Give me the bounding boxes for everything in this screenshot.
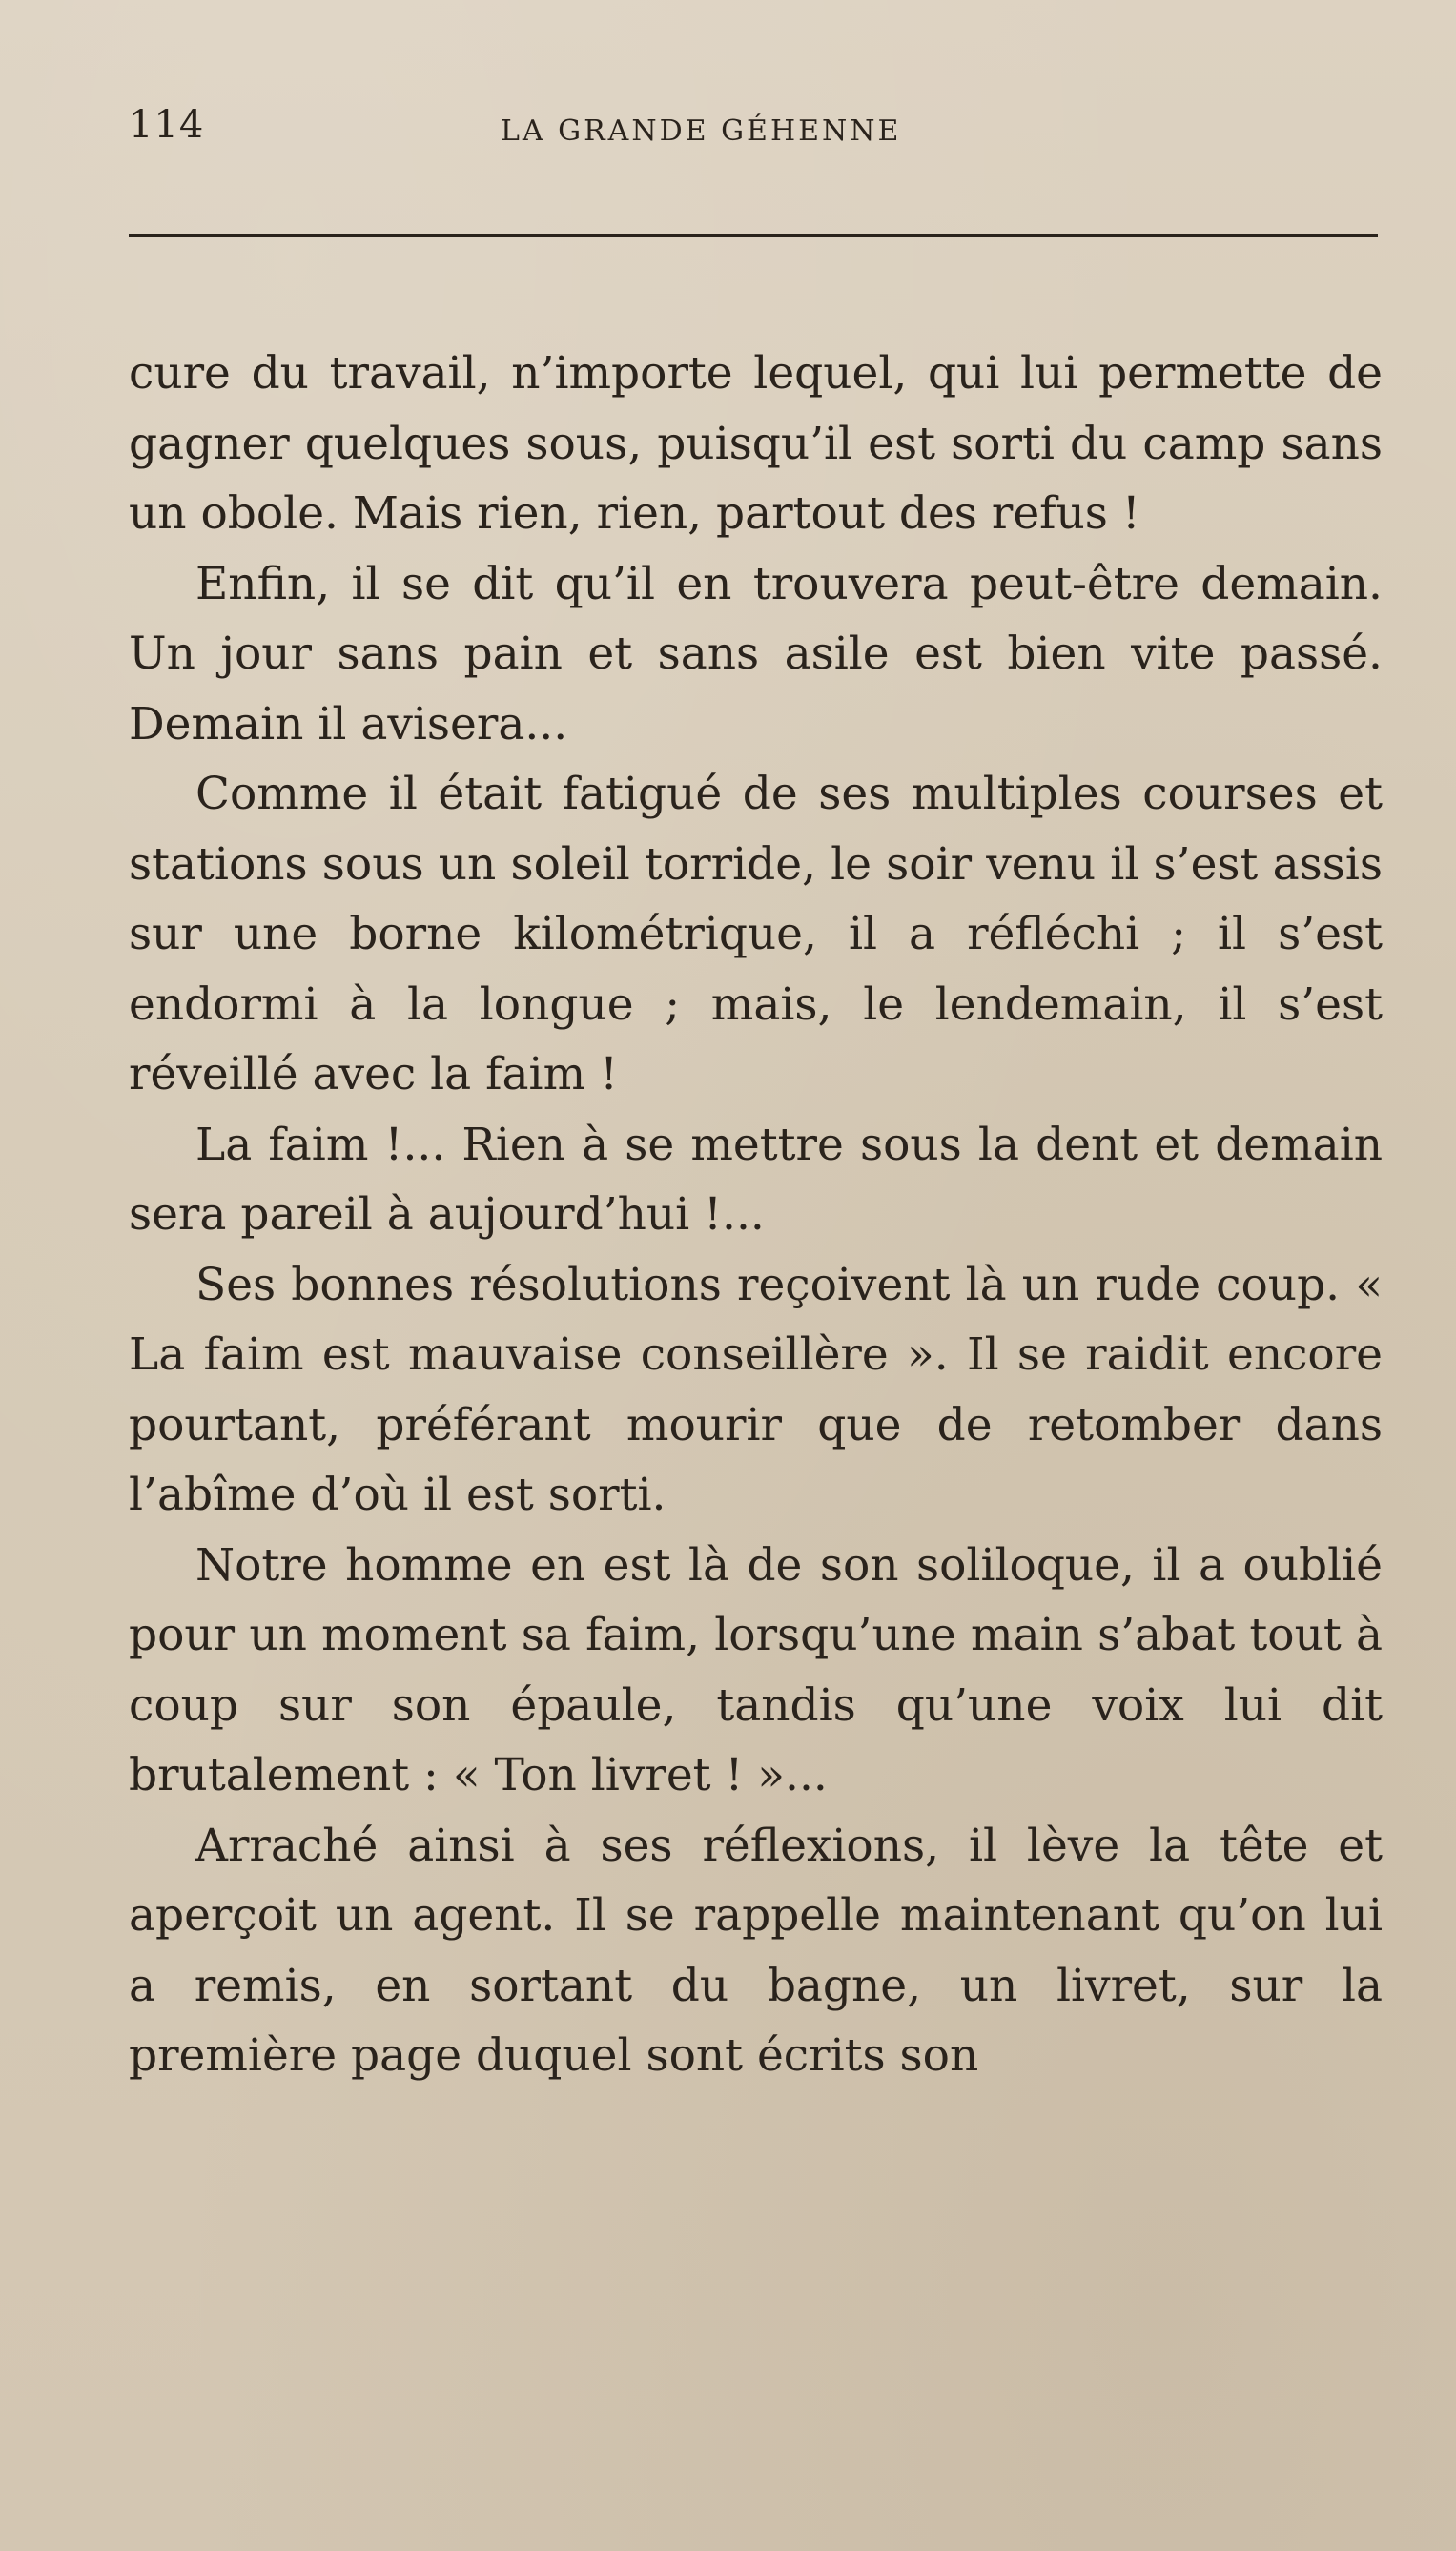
paragraph: cure du travail, n’importe lequel, qui lui permette de gagner quelques sous, puisqu’il est sorti du camp sans un obole. Mais rien, rien, partout des refus ! (129, 347, 1383, 540)
header-rule (129, 234, 1378, 237)
body-text (129, 339, 1383, 2091)
running-head (129, 103, 1378, 160)
paragraph: Ses bonnes résolutions reçoivent là un rude coup. « La faim est mauvaise conseillère ». Il se raidit encore pourtant, préférant mourir que de retomber dans l’abîme d’où il est sorti. (129, 1258, 1383, 1521)
page-number: 114 (129, 103, 205, 147)
running-title: LA GRANDE GÉHENNE (501, 114, 902, 148)
paragraph: Arraché ainsi à ses réflexions, il lève la tête et aperçoit un agent. Il se rappelle maintenant qu’on lui a remis, en sortant du bagne, un livret, sur la première page duquel sont écrits son (129, 1819, 1383, 2082)
paragraph: Notre homme en est là de son soliloque, il a oublié pour un moment sa faim, lorsqu’une main s’abat tout à coup sur son épaule, tandis qu’une voix lui dit brutalement : « Ton livret ! »... (129, 1538, 1383, 1801)
paragraph: Enfin, il se dit qu’il en trouvera peut-être demain. Un jour sans pain et sans asile est bien vite passé. Demain il avisera... (129, 557, 1383, 751)
paragraph: La faim !... Rien à se mettre sous la dent et demain sera pareil à aujourd’hui !... (129, 1118, 1383, 1241)
paragraph: Comme il était fatigué de ses multiples courses et stations sous un soleil torride, le soir venu il s’est assis sur une borne kilométrique, il a réfléchi ; il s’est endormi à la longue ; mais, le lendemain, il s’est réveillé avec la faim ! (129, 768, 1383, 1101)
